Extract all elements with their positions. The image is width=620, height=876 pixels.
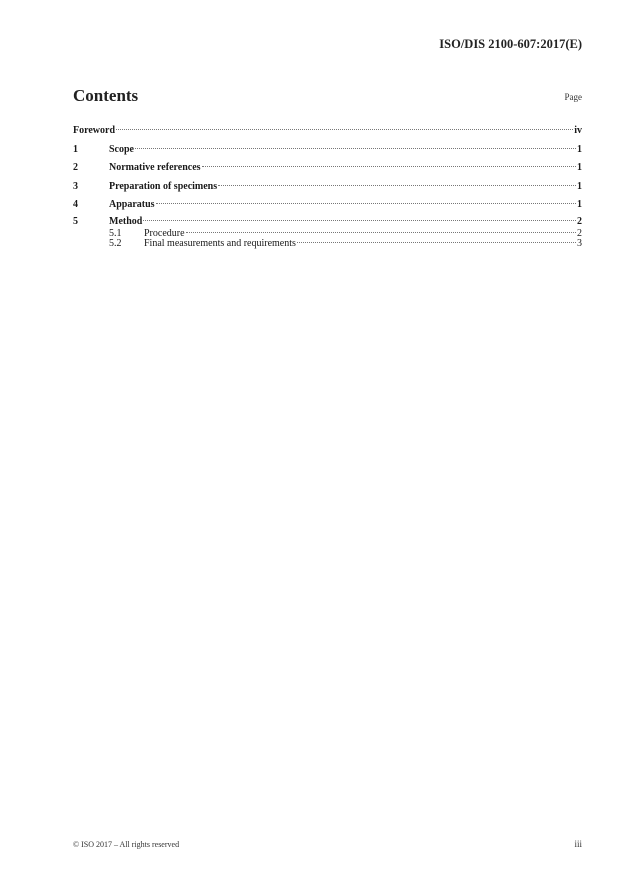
toc-entry-page: 1	[577, 199, 582, 210]
toc-entry-label: Final measurements and requirements	[144, 238, 296, 249]
page-number: iii	[574, 839, 582, 849]
dot-leader	[143, 220, 576, 221]
toc-entry-number: 1	[73, 143, 78, 155]
dot-leader	[202, 166, 576, 167]
toc-entry-number: 4	[73, 199, 78, 210]
toc-entry-number: 3	[73, 180, 78, 192]
dot-leader	[116, 129, 573, 130]
toc-entry-label: Procedure	[144, 227, 185, 239]
toc-entry-page: iv	[574, 125, 582, 136]
toc-entry-label: Normative references	[109, 162, 201, 173]
toc-entry-normative-references[interactable]	[73, 159, 582, 178]
toc-entry-page: 2	[577, 227, 582, 239]
toc-entry-scope[interactable]	[73, 141, 582, 160]
document-id: ISO/DIS 2100-607:2017(E)	[439, 37, 582, 51]
dot-leader	[186, 232, 576, 233]
toc-entry-method[interactable]	[73, 215, 582, 229]
dot-leader	[156, 203, 576, 204]
toc-entry-label: Foreword	[73, 125, 116, 136]
contents-title: Contents	[73, 86, 139, 105]
dot-leader	[218, 185, 576, 186]
toc-entry-label: Preparation of specimens	[109, 180, 218, 192]
copyright-notice: © ISO 2017 – All rights reserved	[73, 840, 180, 849]
toc-entry-number: 5.1	[109, 227, 122, 239]
toc-entry-final-measurements[interactable]	[73, 239, 582, 250]
toc-entry-label: Method	[109, 215, 143, 227]
toc-entry-page: 2	[577, 215, 582, 227]
toc-entry-preparation-of-specimens[interactable]	[73, 178, 582, 197]
dot-leader	[297, 242, 576, 243]
toc-entry-label: Apparatus	[109, 199, 155, 210]
toc-entry-label: Scope	[109, 143, 134, 155]
toc-entry-number: 5.2	[109, 238, 122, 249]
toc-entry-apparatus[interactable]	[73, 196, 582, 215]
toc-entry-page: 3	[577, 238, 582, 249]
toc-entry-page: 1	[577, 162, 582, 173]
toc-entry-number: 2	[73, 162, 78, 173]
toc-entry-foreword[interactable]	[73, 122, 582, 141]
toc-entry-page: 1	[577, 180, 582, 192]
page-column-label: Page	[564, 92, 582, 102]
toc-entry-page: 1	[577, 143, 582, 155]
toc-entry-number: 5	[73, 215, 78, 227]
table-of-contents	[73, 122, 582, 250]
dot-leader	[135, 148, 576, 149]
